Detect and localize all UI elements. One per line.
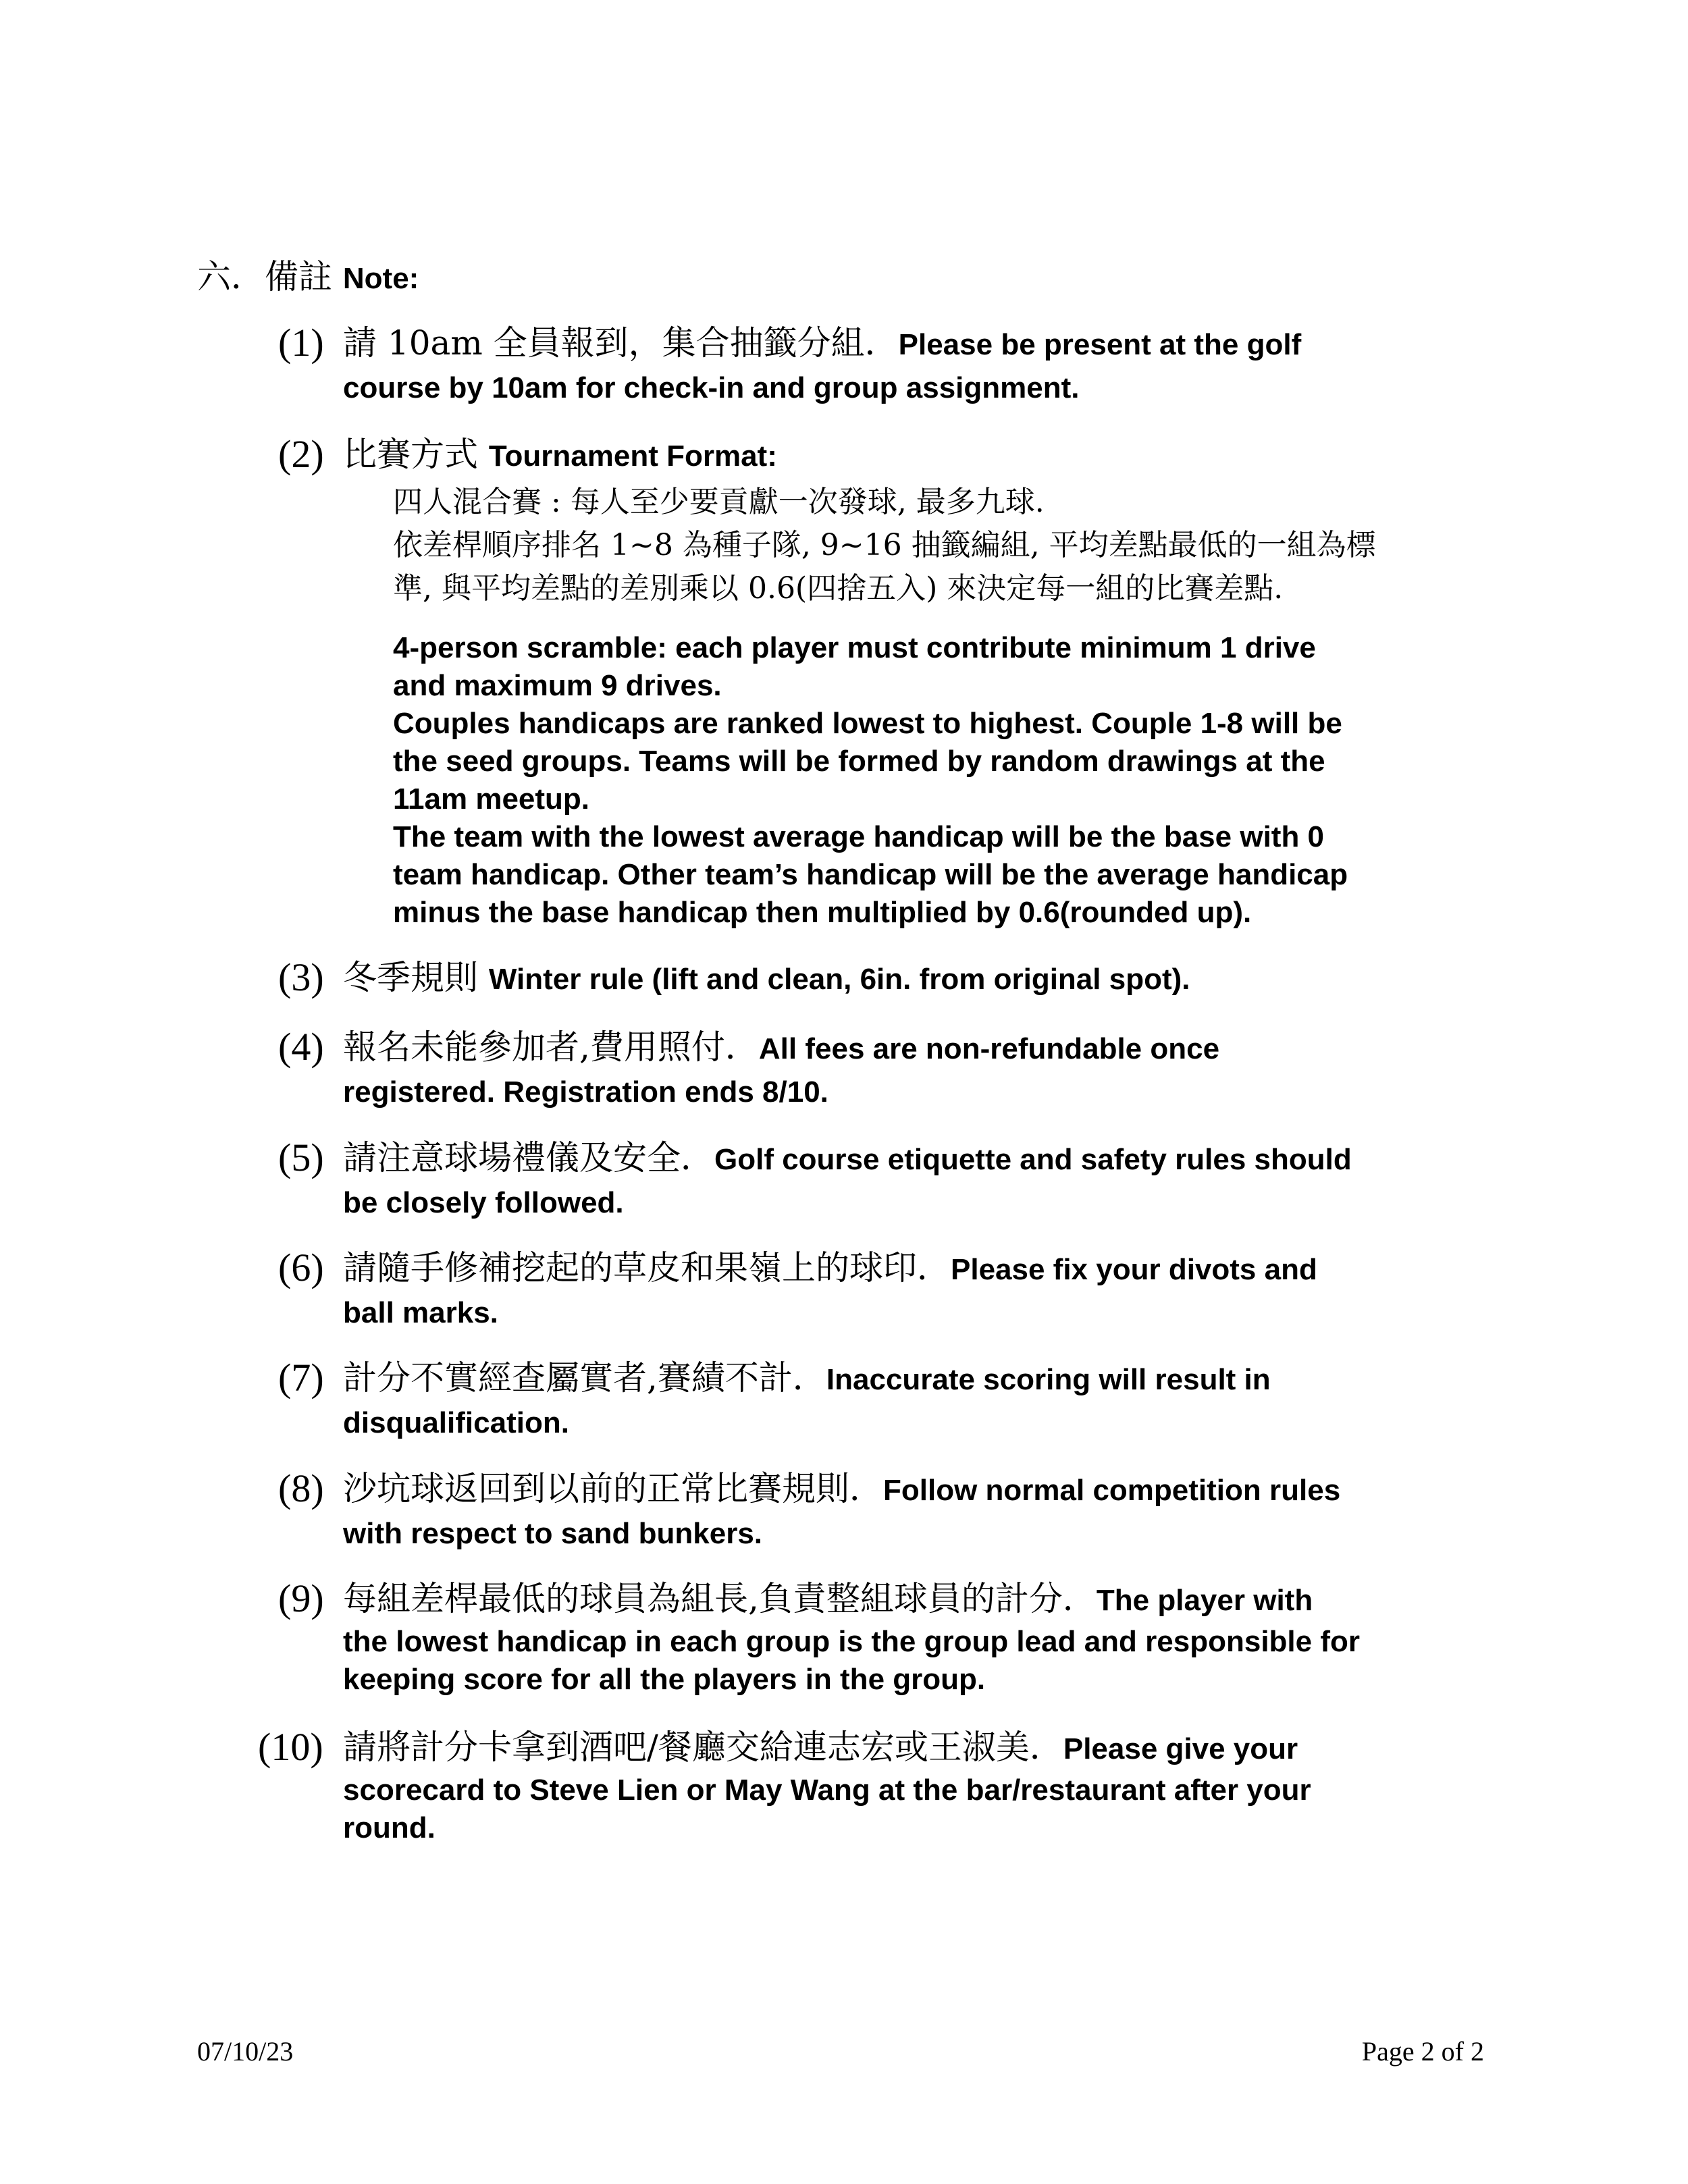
note-number: (10) <box>258 1725 323 1769</box>
note-text-zh: 報名未能參加者,費用照付． <box>343 1028 759 1067</box>
note-text-continued: scorecard to Steve Lien or May Wang at the bar/restaurant after your <box>343 1774 1311 1807</box>
note-text-zh: 計分不實經查屬實者,賽績不計． <box>343 1358 826 1397</box>
format-zh-line: 四人混合賽 : 每人至少要貢獻一次發球, 最多九球. <box>393 485 1045 519</box>
note-text-en: Inaccurate scoring will result in <box>826 1363 1271 1396</box>
note-text-continued: registered. Registration ends 8/10. <box>343 1075 828 1109</box>
note-text-zh: 每組差桿最低的球員為組長,負責整組球員的計分． <box>343 1579 1097 1618</box>
note-text-en: Please be present at the golf <box>898 328 1302 361</box>
note-text-continued: keeping score for all the players in the group. <box>343 1663 986 1696</box>
note-number: (6) <box>278 1246 324 1289</box>
section-title-en: Note: <box>342 262 419 295</box>
format-en-line: team handicap. Other team’s handicap will be the average handicap <box>393 858 1348 891</box>
note-text-en: Please fix your divots and <box>951 1253 1317 1286</box>
note-text-en: All fees are non-refundable once <box>758 1032 1220 1065</box>
note-number: (9) <box>278 1576 324 1620</box>
format-en-line: Couples handicaps are ranked lowest to highest. Couple 1-8 will be <box>393 707 1342 740</box>
note-number: (8) <box>278 1466 324 1510</box>
note-text-zh: 請 10am 全員報到，集合抽籤分組． <box>343 323 899 363</box>
note-text-en: Follow normal competition rules <box>883 1474 1341 1507</box>
format-en-line: the seed groups. Teams will be formed by random drawings at the <box>393 745 1325 778</box>
format-en-line: and maximum 9 drives. <box>393 669 722 702</box>
note-text-continued: ball marks. <box>343 1296 498 1329</box>
note-text-zh: 沙坑球返回到以前的正常比賽規則． <box>343 1469 883 1508</box>
note-text-zh: 請注意球場禮儀及安全． <box>343 1138 714 1177</box>
footer-date: 07/10/23 <box>197 2036 294 2067</box>
note-text-en: Golf course etiquette and safety rules should <box>714 1143 1352 1176</box>
note-text-zh: 冬季規則 <box>343 958 489 997</box>
note-text-continued: the lowest handicap in each group is the group lead and responsible for <box>343 1625 1360 1658</box>
note-number: (4) <box>278 1025 324 1069</box>
note-text-continued: disqualification. <box>343 1406 569 1439</box>
note-text-zh: 請隨手修補挖起的草皮和果嶺上的球印． <box>343 1248 951 1287</box>
format-en-line: The team with the lowest average handicap will be the base with 0 <box>393 820 1325 853</box>
note-number: (5) <box>278 1136 324 1179</box>
note-text-en: Tournament Format: <box>488 440 777 473</box>
note-text-en: Please give your <box>1063 1732 1298 1765</box>
note-text-continued: round. <box>343 1811 436 1844</box>
format-zh-block <box>393 481 1500 610</box>
format-zh-line: 準, 與平均差點的差別乘以 0.6(四捨五入) 來決定每一組的比賽差點. <box>393 571 1284 606</box>
section-title <box>197 250 419 298</box>
footer-page-number: Page 2 of 2 <box>1361 2036 1484 2067</box>
note-number: (1) <box>278 321 324 365</box>
note-text-en: Winter rule (lift and clean, 6in. from original spot). <box>488 963 1190 996</box>
format-zh-line: 依差桿順序排名 1~8 為種子隊, 9~16 抽籤編組, 平均差點最低的一組為標 <box>393 528 1376 562</box>
note-text-continued: be closely followed. <box>343 1186 624 1219</box>
format-en-line: 11am meetup. <box>393 782 590 816</box>
note-number: (2) <box>278 432 324 476</box>
section-title-zh: 六．備註 <box>197 257 343 296</box>
note-text-en: The player with <box>1096 1584 1313 1617</box>
format-en-line: 4-person scramble: each player must contribute minimum 1 drive <box>393 631 1316 664</box>
format-en-line: minus the base handicap then multiplied by 0.6(rounded up). <box>393 896 1252 929</box>
format-en-block <box>393 629 1500 932</box>
note-text-continued: with respect to sand bunkers. <box>343 1517 763 1550</box>
note-text-continued: course by 10am for check-in and group assignment. <box>343 371 1080 404</box>
note-text-zh: 請將計分卡拿到酒吧/餐廳交給連志宏或王淑美． <box>343 1728 1063 1767</box>
note-number: (3) <box>278 955 324 999</box>
note-text-zh: 比賽方式 <box>343 435 489 474</box>
note-number: (7) <box>278 1356 324 1400</box>
